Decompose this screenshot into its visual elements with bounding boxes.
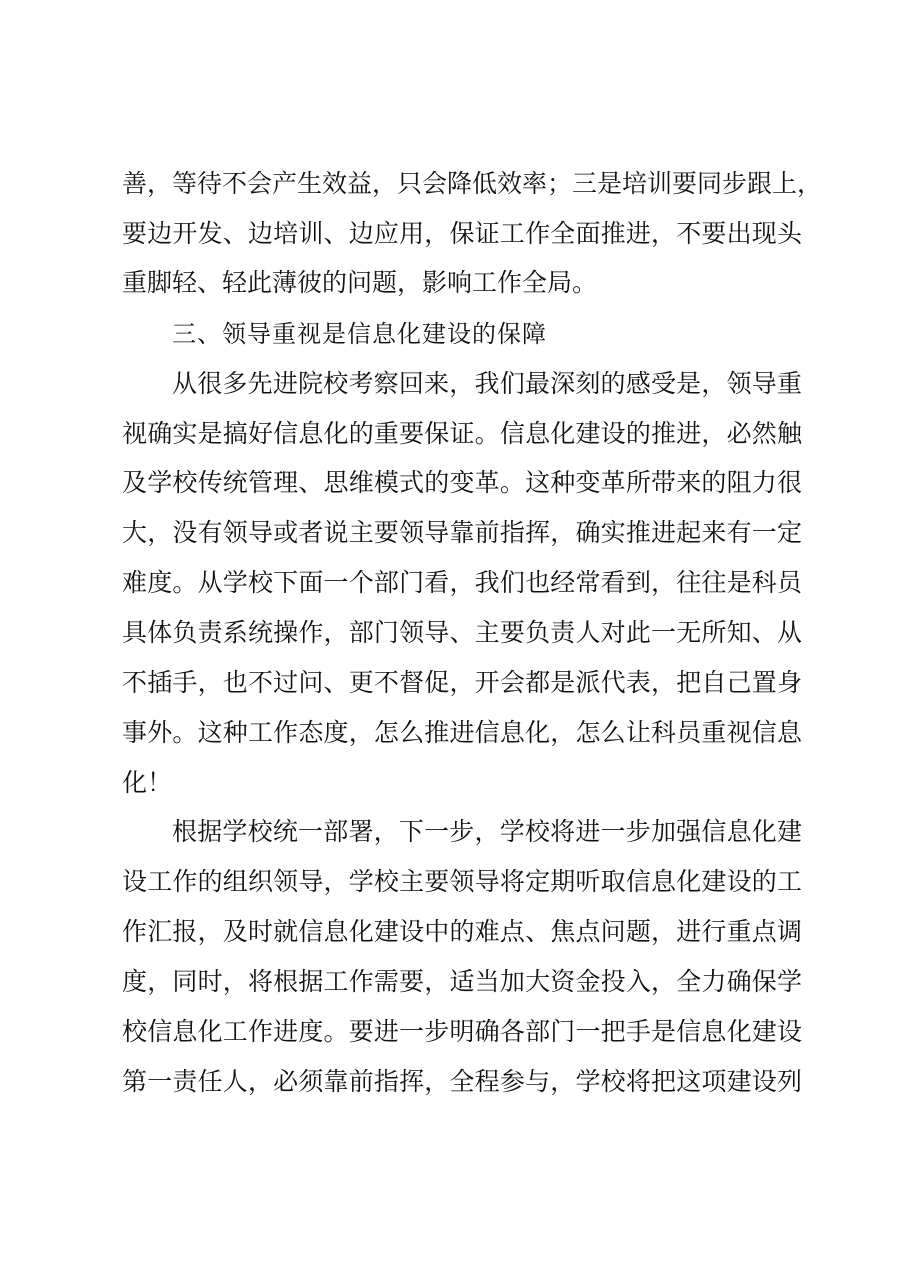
paragraph-2-line-4: 大，没有领导或者说主要领导靠前指挥，确实推进起来有一定 (122, 518, 802, 547)
paragraph-3-line-2: 设工作的组织领导，学校主要领导将定期听取信息化建设的工 (122, 867, 802, 896)
paragraph-3-line-4: 度，同时，将根据工作需要，适当加大资金投入，全力确保学 (122, 967, 802, 996)
paragraph-1-line-1: 善，等待不会产生效益，只会降低效率；三是培训要同步跟上， (122, 169, 823, 198)
paragraph-3-line-1: 根据学校统一部署，下一步，学校将进一步加强信息化建 (172, 817, 802, 846)
paragraph-1-line-2: 要边开发、边培训、边应用，保证工作全面推进，不要出现头 (122, 219, 802, 248)
paragraph-3-line-3: 作汇报，及时就信息化建设中的难点、焦点问题，进行重点调 (122, 917, 802, 946)
paragraph-2-line-9: 化！ (122, 768, 173, 797)
paragraph-3-line-6: 第一责任人，必须靠前指挥，全程参与，学校将把这项建设列 (122, 1067, 802, 1096)
paragraph-2-line-3: 及学校传统管理、思维模式的变革。这种变革所带来的阻力很 (122, 468, 802, 497)
paragraph-2-line-7: 不插手，也不过问、更不督促，开会都是派代表，把自己置身 (122, 668, 802, 697)
section-heading: 三、领导重视是信息化建设的保障 (172, 320, 547, 348)
paragraph-2-line-6: 具体负责系统操作，部门领导、主要负责人对此一无所知、从 (122, 618, 802, 647)
paragraph-2-line-1: 从很多先进院校考察回来，我们最深刻的感受是，领导重 (172, 369, 802, 398)
paragraph-2-line-5: 难度。从学校下面一个部门看，我们也经常看到，往往是科员 (122, 568, 802, 597)
paragraph-2-line-8: 事外。这种工作态度，怎么推进信息化，怎么让科员重视信息 (122, 718, 802, 747)
paragraph-1-line-3: 重脚轻、轻此薄彼的问题，影响工作全局。 (122, 268, 598, 297)
paragraph-3-line-5: 校信息化工作进度。要进一步明确各部门一把手是信息化建设 (122, 1017, 802, 1046)
paragraph-2-line-2: 视确实是搞好信息化的重要保证。信息化建设的推进，必然触 (122, 419, 802, 448)
